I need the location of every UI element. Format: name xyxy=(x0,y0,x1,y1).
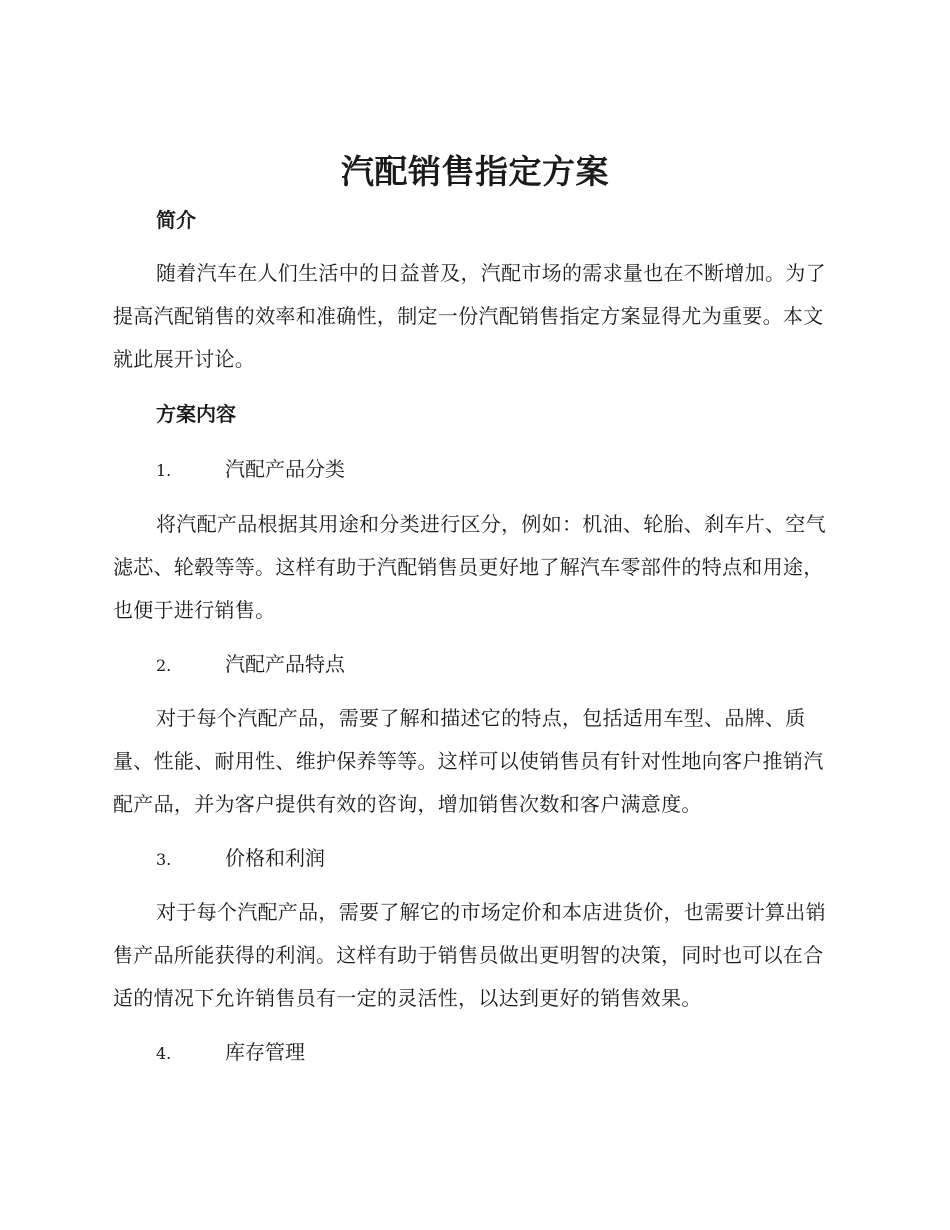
list-item-4 xyxy=(156,1038,305,1068)
section-heading-intro: 简介 xyxy=(156,208,196,232)
section-heading-plan: 方案内容 xyxy=(156,402,236,426)
list-item-title: 价格和利润 xyxy=(225,846,325,870)
item-3-paragraph: 对于每个汽配产品，需要了解它的市场定价和本店进货价，也需要计算出销售产品所能获得的利润。这样有助于销售员做出更明智的决策，同时也可以在合适的情况下允许销售员有一定的灵活性，以达到更好的销售效果。 xyxy=(113,900,826,1010)
list-item-1 xyxy=(156,455,345,485)
document-title: 汽配销售指定方案 xyxy=(341,152,609,191)
list-item-2 xyxy=(156,650,345,680)
item-1-paragraph: 将汽配产品根据其用途和分类进行区分，例如：机油、轮胎、刹车片、空气滤芯、轮毂等等。这样有助于汽配销售员更好地了解汽车零部件的特点和用途，也便于进行销售。 xyxy=(113,512,826,622)
list-item-title: 汽配产品特点 xyxy=(225,652,345,676)
intro-paragraph: 随着汽车在人们生活中的日益普及，汽配市场的需求量也在不断增加。为了提高汽配销售的效率和准确性，制定一份汽配销售指定方案显得尤为重要。本文就此展开讨论。 xyxy=(113,261,826,371)
list-item-number: 4. xyxy=(156,1044,172,1063)
list-item-title: 库存管理 xyxy=(225,1040,305,1064)
list-item-number: 1. xyxy=(156,461,172,480)
item-2-paragraph: 对于每个汽配产品，需要了解和描述它的特点，包括适用车型、品牌、质量、性能、耐用性、维护保养等等。这样可以使销售员有针对性地向客户推销汽配产品，并为客户提供有效的咨询，增加销售次数和客户满意度。 xyxy=(113,706,824,816)
list-item-title: 汽配产品分类 xyxy=(225,457,345,481)
list-item-number: 3. xyxy=(156,850,172,869)
list-item-3 xyxy=(156,844,325,874)
list-item-number: 2. xyxy=(156,656,172,675)
